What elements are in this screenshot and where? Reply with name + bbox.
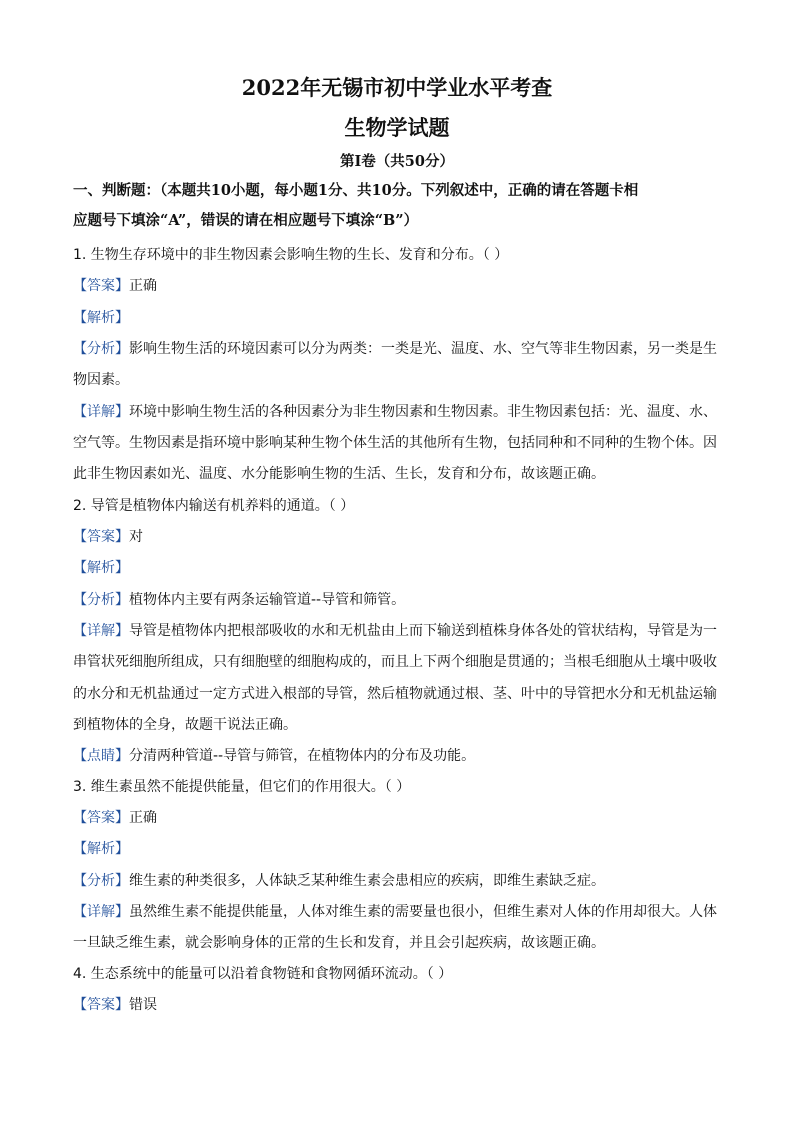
q3-explain: [73, 838, 129, 858]
q2-comment: [73, 745, 475, 765]
q3-detail-text-1: 虽然维生素不能提供能量，人体对维生素的需要量也很小，但维生素对人体的作用却很大。人体: [129, 904, 717, 920]
answer-tag: 【答案】: [73, 810, 129, 826]
part-heading: 第Ⅰ卷（共50分）: [340, 153, 454, 170]
explain-tag: 【解析】: [73, 841, 129, 857]
q1-stem: 1. 生物生存环境中的非生物因素会影响生物的生长、发育和分布。（ ）: [73, 247, 509, 263]
exam-title: 2022年无锡市初中学业水平考查: [241, 75, 553, 100]
q1-analysis-line-2: 物因素。: [73, 372, 129, 388]
analysis-tag: 【分析】: [73, 341, 129, 357]
q1-detail-line-3: 此非生物因素如光、温度、水分能影响生物的生活、生长，发育和分布，故该题正确。: [73, 466, 605, 482]
q4-answer-text: 错误: [129, 997, 157, 1013]
q3-answer: [73, 807, 157, 827]
q1-analysis-text-1: 影响生物生活的环境因素可以分为两类：一类是光、温度、水、空气等非生物因素，另一类是生: [129, 341, 717, 357]
q1-analysis-line-1: [73, 338, 717, 358]
q2-stem: 2. 导管是植物体内输送有机养料的通道。（ ）: [73, 498, 355, 514]
q1-detail-line-2: 空气等。生物因素是指环境中影响某种生物个体生活的其他所有生物，包括同种和不同种的生物个体。因: [73, 435, 717, 451]
analysis-tag: 【分析】: [73, 592, 129, 608]
q2-detail-line-1: [73, 620, 717, 640]
explain-tag: 【解析】: [73, 560, 129, 576]
answer-tag: 【答案】: [73, 278, 129, 294]
detail-tag: 【详解】: [73, 904, 129, 920]
q2-answer-text: 对: [129, 529, 143, 545]
q2-comment-text: 分清两种管道--导管与筛管，在植物体内的分布及功能。: [129, 748, 476, 764]
comment-tag: 【点睛】: [73, 748, 129, 764]
subject-title: 生物学试题: [344, 115, 450, 140]
section-heading: [73, 176, 723, 236]
q3-detail-line-1: [73, 901, 717, 921]
answer-tag: 【答案】: [73, 529, 129, 545]
q4-answer: [73, 994, 157, 1014]
analysis-tag: 【分析】: [73, 873, 129, 889]
q1-answer-text: 正确: [129, 278, 157, 294]
q2-detail-line-4: 到植物体的全身，故题干说法正确。: [73, 717, 297, 733]
q2-answer: [73, 526, 143, 546]
q2-analysis-text: 植物体内主要有两条运输管道--导管和筛管。: [129, 592, 406, 608]
q3-detail-line-2: 一旦缺乏维生素，就会影响身体的正常的生长和发育，并且会引起疾病，故该题正确。: [73, 935, 605, 951]
q3-answer-text: 正确: [129, 810, 157, 826]
section-heading-line-2: 应题号下填涂“A”，错误的请在相应题号下填涂“B”）: [73, 212, 419, 229]
q1-detail-line-1: [73, 401, 717, 421]
q3-stem: 3. 维生素虽然不能提供能量，但它们的作用很大。（ ）: [73, 779, 411, 795]
q1-answer: [73, 275, 157, 295]
explain-tag: 【解析】: [73, 310, 129, 326]
q2-analysis: [73, 589, 405, 609]
q3-analysis: [73, 870, 605, 890]
section-heading-line-1: 一、判断题：（本题共10小题，每小题1分、共10分。下列叙述中，正确的请在答题卡相: [73, 182, 639, 199]
q2-detail-line-2: 串管状死细胞所组成，只有细胞壁的细胞构成的，而且上下两个细胞是贯通的；当根毛细胞从土壤中吸收: [73, 654, 717, 670]
q1-detail-text-1: 环境中影响生物生活的各种因素分为非生物因素和生物因素。非生物因素包括：光、温度、水、: [129, 404, 717, 420]
q4-stem: 4. 生态系统中的能量可以沿着食物链和食物网循环流动。（ ）: [73, 966, 453, 982]
q2-explain: [73, 557, 129, 577]
answer-tag: 【答案】: [73, 997, 129, 1013]
q1-explain: [73, 307, 129, 327]
q2-detail-text-1: 导管是植物体内把根部吸收的水和无机盐由上而下输送到植株身体各处的管状结构，导管是为一: [129, 623, 717, 639]
detail-tag: 【详解】: [73, 623, 129, 639]
detail-tag: 【详解】: [73, 404, 129, 420]
q3-analysis-text: 维生素的种类很多，人体缺乏某种维生素会患相应的疾病，即维生素缺乏症。: [129, 873, 605, 889]
q2-detail-line-3: 的水分和无机盐通过一定方式进入根部的导管，然后植物就通过根、茎、叶中的导管把水分和无机盐运输: [73, 686, 717, 702]
